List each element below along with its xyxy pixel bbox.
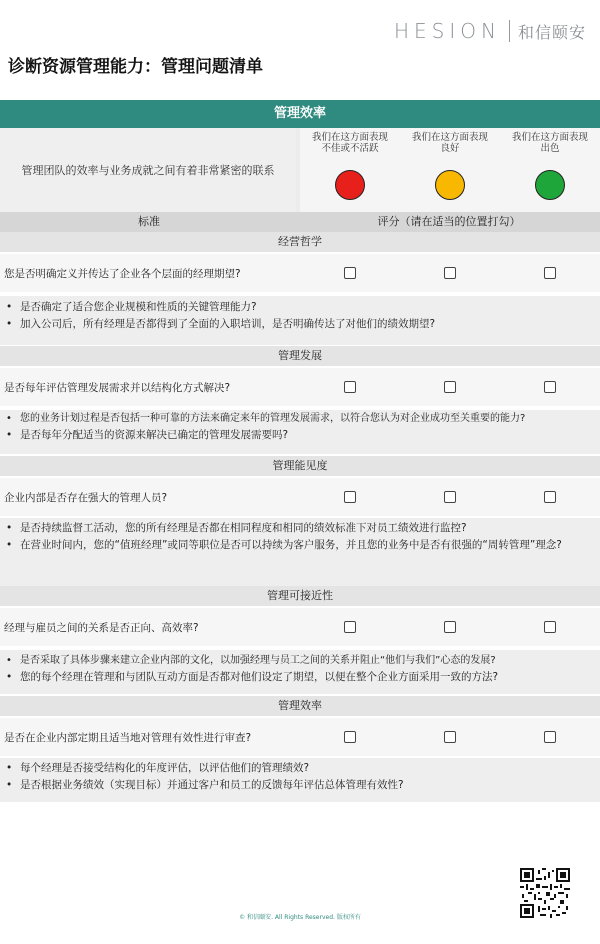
section-header-bar: 管理效率 [0,100,600,128]
page-title: 诊断资源管理能力：管理问题清单 [8,57,263,77]
question-row [0,368,600,406]
checkbox-good[interactable] [444,621,456,633]
list-item: • 是否确定了适合您企业规模和性质的关键管理能力? [0,299,600,316]
rating-description: 管理团队的效率与业务成就之间有着非常紧密的联系 [0,128,296,212]
question-text: 是否在企业内部定期且适当地对管理有效性进行审查? [4,731,252,744]
checkbox-poor[interactable] [344,267,356,279]
red-status-icon [335,170,365,200]
logo-chinese-name: 和信颐安 [517,22,586,42]
list-item: • 您的每个经理在管理和与团队互动方面是否都对他们设定了期望，以便在整个企业方面采用一致的方法? [0,669,600,686]
section-title: 管理可接近性 [0,586,600,606]
checkbox-poor[interactable] [344,491,356,503]
list-item: • 您的业务计划过程是否包括一种可靠的方法来确定来年的管理发展需求，以符合您认为对企业成功至关重要的能力? [0,410,600,427]
question-text: 经理与雇员之间的关系是否正向、高效率? [4,621,199,634]
list-item: • 是否持续监督工活动，您的所有经理是否都在相同程度和相同的绩效标准下对员工绩效进行监控? [0,520,600,537]
rating-label-good: 我们在这方面表现 良好 [411,132,488,154]
checkbox-good[interactable] [444,491,456,503]
bullet-list [0,410,600,454]
score-label: 评分（请在适当的位置打勾） [377,215,521,228]
checkbox-excellent[interactable] [544,267,556,279]
green-status-icon [535,170,565,200]
question-row [0,254,600,292]
logo-divider [509,20,510,42]
bullet-list [0,518,600,586]
checkbox-poor[interactable] [344,381,356,393]
standards-label: 标准 [138,215,160,228]
question-row [0,608,600,646]
list-item: • 是否采取了具体步骤来建立企业内部的文化，以加强经理与员工之间的关系并阻止“他们与我们”心态的发展? [0,652,600,669]
list-item: • 是否每年分配适当的资源来解决已确定的管理发展需要吗? [0,427,600,444]
checkbox-good[interactable] [444,731,456,743]
question-row [0,718,600,756]
rating-col-poor [300,128,400,212]
checkbox-poor[interactable] [344,621,356,633]
bullet-list [0,758,600,802]
checkbox-poor[interactable] [344,731,356,743]
checkbox-excellent[interactable] [544,621,556,633]
qr-code-icon [520,868,570,918]
checkbox-excellent[interactable] [544,731,556,743]
question-text: 企业内部是否存在强大的管理人员? [4,491,168,504]
question-text: 您是否明确定义并传达了企业各个层面的经理期望? [4,267,241,280]
footer-copyright: © 和信颐安. All Rights Reserved. 版权所有 [239,914,361,921]
logo-wordmark: HESION [394,19,501,43]
rating-label-excellent: 我们在这方面表现 出色 [511,132,588,154]
list-item: • 在营业时间内，您的“值班经理”或同等职位是否可以持续为客户服务，并且您的业务中是否有很强的“周转管理”理念? [0,537,600,554]
section-title: 管理效率 [0,696,600,716]
list-item: • 每个经理是否接受结构化的年度评估，以评估他们的管理绩效? [0,760,600,777]
checkbox-good[interactable] [444,381,456,393]
section-title: 管理能见度 [0,456,600,476]
section-title: 管理发展 [0,346,600,366]
checkbox-excellent[interactable] [544,491,556,503]
question-text: 是否每年评估管理发展需求并以结构化方式解决? [4,381,231,394]
list-item: • 加入公司后，所有经理是否都得到了全面的入职培训，是否明确传达了对他们的绩效期望? [0,316,600,333]
checkbox-good[interactable] [444,267,456,279]
rating-col-good [400,128,500,212]
standards-header-row [0,212,600,232]
yellow-status-icon [435,170,465,200]
rating-col-excellent [500,128,600,212]
company-logo [394,18,586,44]
section-title: 经营哲学 [0,232,600,252]
rating-legend [0,128,600,212]
list-item: • 是否根据业务绩效（实现目标）并通过客户和员工的反馈每年评估总体管理有效性? [0,777,600,794]
bullet-list [0,650,600,694]
question-row [0,478,600,516]
checkbox-excellent[interactable] [544,381,556,393]
rating-label-poor: 我们在这方面表现 不佳或不活跃 [311,132,388,154]
bullet-list [0,296,600,345]
